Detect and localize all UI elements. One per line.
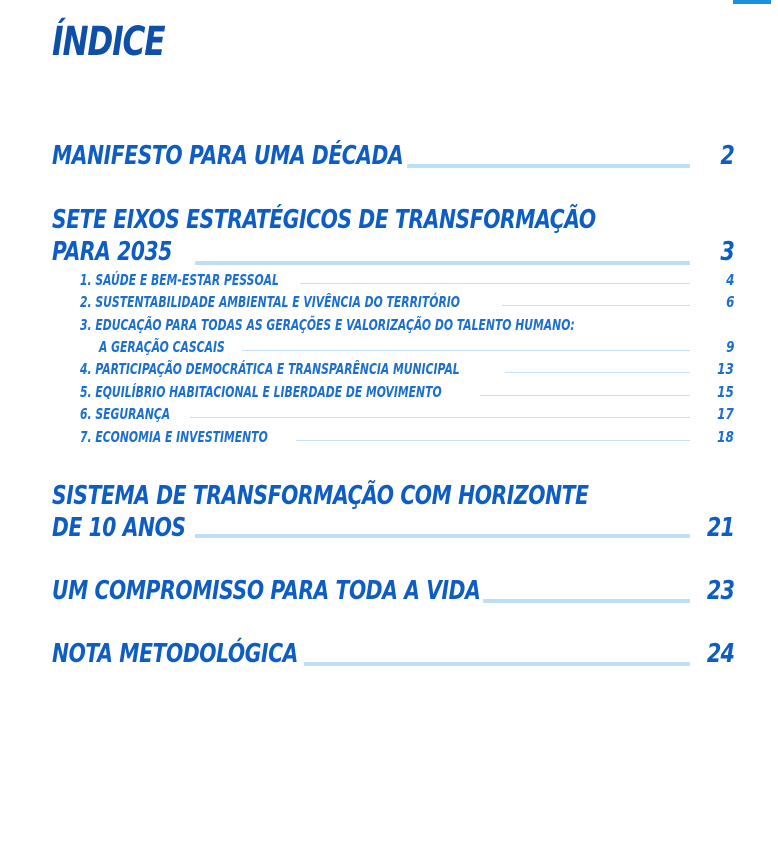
toc-entry-title: SISTEMA DE TRANSFORMAÇÃO COM HORIZONTE <box>52 481 589 511</box>
toc-entry-manifesto[interactable] <box>52 140 734 172</box>
toc-subitem-5[interactable] <box>80 382 734 402</box>
leader-line <box>502 305 690 306</box>
toc-entry-title: NOTA METODOLÓGICA <box>52 639 298 669</box>
leader-line <box>190 417 690 418</box>
leader-line <box>483 599 690 603</box>
toc-subitem-title: 7. ECONOMIA E INVESTIMENTO <box>80 428 268 446</box>
leader-line <box>407 164 690 168</box>
leader-line <box>300 283 690 284</box>
toc-subitem-title: 3. EDUCAÇÃO PARA TODAS AS GERAÇÕES E VALORIZAÇÃO DO TALENTO HUMANO: <box>80 316 575 334</box>
leader-line <box>242 350 690 351</box>
toc-subitem-title: 5. EQUILÍBRIO HABITACIONAL E LIBERDADE DE MOVIMENTO <box>80 383 442 401</box>
toc-subitem-page: 13 <box>717 360 734 378</box>
toc-subitem-1[interactable] <box>80 270 734 290</box>
toc-subitem-title-line2: A GERAÇÃO CASCAIS <box>99 338 225 356</box>
toc-entry-sistema[interactable] <box>52 480 734 544</box>
toc-subitem-page: 9 <box>725 338 734 356</box>
toc-entry-title-line2: DE 10 ANOS <box>52 513 186 543</box>
leader-line <box>195 534 690 538</box>
toc-entry-title: UM COMPROMISSO PARA TODA A VIDA <box>52 576 481 606</box>
toc-subitem-page: 15 <box>717 383 734 401</box>
toc-entry-title: SETE EIXOS ESTRATÉGICOS DE TRANSFORMAÇÃO <box>52 205 596 235</box>
toc-subitem-6[interactable] <box>80 404 734 424</box>
toc-subitem-title: 6. SEGURANÇA <box>80 405 171 423</box>
toc-entry-page: 24 <box>706 639 734 669</box>
toc-subitem-title: 2. SUSTENTABILIDADE AMBIENTAL E VIVÊNCIA DO TERRITÓRIO <box>80 293 460 311</box>
toc-entry-title: MANIFESTO PARA UMA DÉCADA <box>52 141 404 171</box>
leader-line <box>480 395 690 396</box>
leader-line <box>505 372 690 373</box>
toc-subitem-title: 1. SAÚDE E BEM-ESTAR PESSOAL <box>80 271 279 289</box>
toc-subitem-page: 4 <box>725 271 734 289</box>
toc-entry-title-line2: PARA 2035 <box>52 237 173 267</box>
toc-entry-sete-eixos[interactable] <box>52 204 734 268</box>
toc-entry-compromisso[interactable] <box>52 575 734 607</box>
leader-line <box>304 662 690 666</box>
toc-entry-nota[interactable] <box>52 638 734 670</box>
toc-subitem-page: 6 <box>725 293 734 311</box>
toc-subitem-7[interactable] <box>80 427 734 447</box>
toc-subitem-2[interactable] <box>80 292 734 312</box>
toc-entry-page: 21 <box>706 513 734 543</box>
page-title: ÍNDICE <box>52 19 165 65</box>
toc-entry-page: 2 <box>720 141 734 171</box>
toc-entry-page: 3 <box>720 237 734 267</box>
toc-subitem-title: 4. PARTICIPAÇÃO DEMOCRÁTICA E TRANSPARÊNCIA MUNICIPAL <box>80 360 460 378</box>
toc-subitem-3[interactable] <box>80 315 734 357</box>
leader-line <box>296 440 690 441</box>
toc-subitem-4[interactable] <box>80 359 734 379</box>
toc-subitem-page: 17 <box>717 405 734 423</box>
leader-line <box>195 261 690 265</box>
toc-entry-page: 23 <box>706 576 734 606</box>
toc-subitem-page: 18 <box>717 428 734 446</box>
